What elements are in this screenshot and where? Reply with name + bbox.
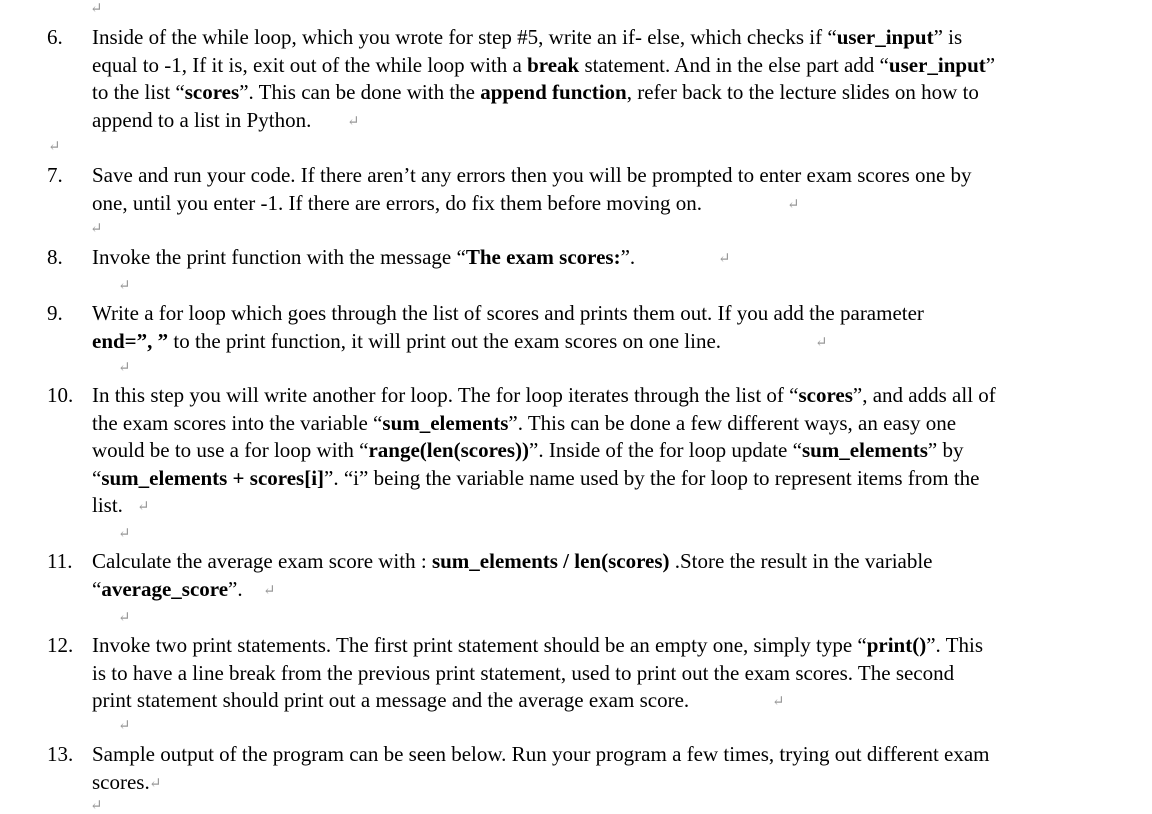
list-item-line [92, 492, 123, 520]
text-run: ”. This can be done with the [239, 80, 481, 104]
bold-text: range(len(scores)) [368, 438, 530, 462]
text-run: the exam scores into the variable “ [92, 410, 383, 435]
text-run: append to a list in Python. [92, 107, 312, 132]
text-run: , refer back to the lecture slides on how to [626, 80, 979, 104]
text-run: ”. This can be done a few different ways, an easy one [508, 410, 957, 435]
text-run: one, until you enter -1. If there are errors, do fix them before moving on. [92, 190, 702, 215]
bold-text: sum_elements [382, 410, 509, 435]
text-run: Inside of the while loop, which you wrote for step #5, write an if- else, which checks if “ [92, 25, 837, 49]
bold-text: scores [184, 80, 240, 104]
text-run: “ [92, 465, 102, 490]
list-item-line [92, 437, 964, 465]
paragraph-mark-icon: ↵ [263, 582, 276, 599]
paragraph-mark-icon: ↵ [118, 278, 131, 294]
text-run: equal to -1, If it is, exit out of the while loop with a [92, 52, 528, 77]
text-run: ”. [228, 576, 243, 601]
bold-text: break [527, 52, 580, 77]
bold-text: The exam scores: [465, 245, 621, 269]
text-run: ”. This [926, 633, 983, 657]
text-run: Invoke two print statements. The first print statement should be an empty one, simply type “ [92, 633, 867, 657]
list-item-line [92, 300, 924, 328]
list-item-line [92, 741, 990, 769]
paragraph-mark-icon: ↵ [90, 1, 103, 17]
list-item-line [92, 79, 979, 107]
text-run: ”. “i” being the variable name used by the for loop to represent items from the [324, 465, 980, 490]
paragraph-mark-icon: ↵ [118, 526, 131, 542]
list-item-number: 12. [47, 633, 74, 657]
text-run: ” [985, 52, 996, 77]
list-item-line [92, 382, 996, 410]
list-item-number: 13. [47, 742, 74, 766]
bold-text: average_score [101, 576, 229, 601]
bold-text: user_input [836, 25, 934, 49]
text-run: ”. Inside of the for loop update “ [529, 438, 802, 462]
text-run: list. [92, 493, 123, 517]
list-item-line [92, 190, 702, 218]
text-run: is to have a line break from the previous print statement, used to print out the exam scores. The second [92, 660, 955, 685]
list-item-line [92, 52, 995, 80]
paragraph-mark-icon: ↵ [137, 499, 150, 515]
text-run: .Store the result in the variable [669, 549, 933, 573]
text-run: statement. And in the else part add “ [579, 52, 889, 77]
list-item-line [92, 410, 956, 438]
text-run: In this step you will write another for loop. The for loop iterates through the list of “ [92, 383, 799, 407]
list-item-line [92, 244, 635, 272]
text-run: Calculate the average exam score with : [92, 549, 432, 573]
paragraph-mark-icon: ↵ [718, 251, 731, 267]
text-run: Save and run your code. If there aren’t any errors then you will be prompted to enter exam scores one by [92, 163, 972, 187]
paragraph-mark-icon: ↵ [787, 196, 800, 213]
text-run: “ [92, 576, 102, 601]
paragraph-mark-icon: ↵ [90, 221, 103, 237]
text-run: ” by [927, 438, 964, 462]
text-run: Sample output of the program can be seen below. Run your program a few times, trying out different exam [92, 742, 990, 766]
list-item-line [92, 576, 243, 604]
list-item-line [92, 107, 311, 135]
list-item-line [92, 687, 689, 715]
text-run: print statement should print out a message and the average exam score. [92, 688, 690, 712]
list-item-line [92, 24, 962, 52]
list-item-line [92, 162, 972, 190]
text-run: ” is [933, 25, 963, 49]
text-run: ”, and adds all of [852, 383, 996, 407]
bold-text: scores [798, 383, 853, 407]
bold-text: user_input [888, 52, 986, 77]
bold-text: sum_elements / len(scores) [431, 549, 670, 573]
list-item-line [92, 328, 721, 356]
text-run: to the print function, it will print out the exam scores on one line. [168, 328, 722, 353]
list-item-number: 8. [47, 245, 63, 269]
list-item-number: 9. [47, 301, 63, 325]
list-item-number: 10. [47, 383, 74, 407]
text-run: ”. [620, 245, 636, 269]
text-run: scores. [92, 769, 150, 794]
list-item-line [92, 548, 933, 576]
text-run: Invoke the print function with the message “ [92, 245, 466, 269]
paragraph-mark-icon: ↵ [118, 360, 131, 376]
paragraph-mark-icon: ↵ [118, 610, 131, 626]
paragraph-mark-icon: ↵ [118, 718, 131, 734]
paragraph-mark-icon: ↵ [149, 775, 162, 792]
list-item-line [92, 632, 983, 660]
paragraph-mark-icon: ↵ [815, 334, 828, 351]
text-run: would be to use a for loop with “ [92, 438, 369, 462]
list-item-number: 11. [47, 549, 73, 573]
text-run: to the list “ [92, 80, 185, 104]
paragraph-mark-icon: ↵ [772, 694, 785, 710]
list-item-line [92, 660, 954, 688]
list-item-line [92, 769, 150, 797]
bold-text: append function [480, 80, 627, 104]
list-item-number: 6. [47, 25, 63, 49]
bold-text: sum_elements + scores[i] [101, 465, 325, 490]
bold-text: sum_elements [801, 438, 928, 462]
paragraph-mark-icon: ↵ [347, 113, 360, 130]
list-item-line [92, 465, 979, 493]
list-item-number: 7. [47, 163, 63, 187]
paragraph-mark-icon: ↵ [90, 798, 103, 814]
bold-text: end=”, ” [92, 328, 169, 353]
text-run: Write a for loop which goes through the list of scores and prints them out. If you add the parameter [92, 301, 924, 325]
paragraph-mark-icon: ↵ [48, 139, 61, 155]
bold-text: print() [866, 633, 927, 657]
